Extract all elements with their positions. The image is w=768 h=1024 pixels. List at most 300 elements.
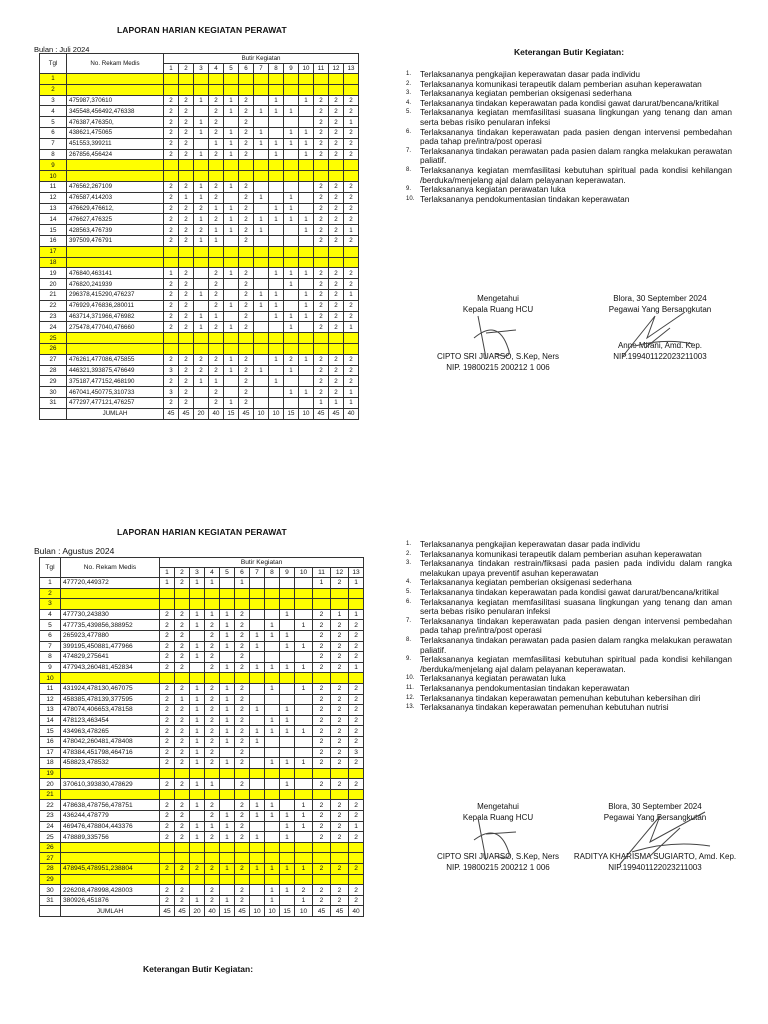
cell-butir-7	[254, 333, 269, 344]
cell-butir-7: 1	[250, 811, 265, 822]
cell-butir-4: 2	[205, 736, 220, 747]
cell-rekam-medis	[67, 171, 164, 182]
cell-tgl: 5	[40, 620, 61, 631]
keterangan-title: Keterangan Butir Kegiatan:	[514, 47, 625, 57]
cell-butir-6: 2	[235, 609, 250, 620]
cell-tgl: 5	[40, 117, 67, 128]
cell-butir-6: 2	[239, 225, 254, 236]
cell-butir-9: 1	[284, 192, 299, 203]
cell-butir-9: 1	[284, 268, 299, 279]
keterangan-list	[406, 540, 732, 713]
cell-butir-2: 2	[179, 225, 194, 236]
cell-butir-6: 2	[239, 387, 254, 398]
cell-butir-8	[269, 322, 284, 333]
cell-butir-10	[299, 74, 314, 85]
cell-butir-13: 2	[349, 779, 364, 790]
cell-butir-9: 1	[280, 779, 295, 790]
keterangan-number: 3.	[406, 90, 412, 97]
cell-butir-11: 2	[313, 779, 331, 790]
cell-butir-11: 2	[313, 747, 331, 758]
cell-butir-9: 1	[284, 127, 299, 138]
table-row	[40, 192, 359, 203]
cell-butir-8	[269, 192, 284, 203]
cell-butir-11: 2	[313, 683, 331, 694]
cell-butir-11	[314, 160, 329, 171]
total-butir-6: 45	[235, 906, 250, 917]
cell-tgl: 29	[40, 874, 61, 885]
cell-butir-2: 2	[179, 289, 194, 300]
cell-butir-12: 2	[329, 106, 344, 117]
cell-butir-13: 1	[349, 821, 364, 832]
cell-butir-1: 2	[164, 138, 179, 149]
cell-butir-6: 2	[239, 322, 254, 333]
cell-butir-6: 2	[239, 365, 254, 376]
table-row	[40, 620, 364, 631]
cell-butir-10: 1	[299, 225, 314, 236]
cell-butir-12: 2	[331, 736, 349, 747]
cell-butir-13: 2	[349, 694, 364, 705]
total-butir-4: 40	[209, 408, 224, 419]
cell-butir-5: 1	[224, 95, 239, 106]
cell-butir-7	[250, 747, 265, 758]
cell-butir-12: 2	[329, 181, 344, 192]
cell-butir-1: 2	[160, 864, 175, 875]
cell-butir-13: 1	[344, 289, 359, 300]
header-col-11: 11	[314, 64, 329, 74]
cell-butir-11: 2	[313, 864, 331, 875]
cell-butir-11: 1	[314, 397, 329, 408]
cell-butir-1: 2	[160, 705, 175, 716]
keterangan-item	[406, 655, 732, 674]
table-row	[40, 726, 364, 737]
cell-butir-1: 2	[164, 300, 179, 311]
cell-butir-5	[224, 289, 239, 300]
cell-butir-10: 1	[299, 354, 314, 365]
cell-butir-12: 2	[329, 268, 344, 279]
table-row	[40, 257, 359, 268]
keterangan-number: 4.	[406, 99, 412, 106]
cell-butir-4: 2	[209, 95, 224, 106]
table-row	[40, 365, 359, 376]
table-row	[40, 779, 364, 790]
cell-butir-8	[269, 333, 284, 344]
cell-butir-9: 1	[280, 811, 295, 822]
cell-rekam-medis: 370610,393830,478629	[61, 779, 160, 790]
cell-butir-11: 2	[313, 641, 331, 652]
header-col-2: 2	[175, 568, 190, 578]
cell-butir-5	[224, 333, 239, 344]
cell-butir-3: 1	[190, 694, 205, 705]
cell-rekam-medis	[61, 599, 160, 610]
cell-rekam-medis	[61, 874, 160, 885]
cell-butir-1: 2	[160, 758, 175, 769]
cell-butir-8	[265, 821, 280, 832]
cell-butir-7	[254, 84, 269, 95]
cell-butir-9	[284, 225, 299, 236]
cell-butir-7	[250, 874, 265, 885]
table-row	[40, 138, 359, 149]
cell-tgl: 15	[40, 726, 61, 737]
cell-butir-6	[239, 84, 254, 95]
cell-butir-10: 1	[295, 800, 313, 811]
cell-butir-2: 2	[175, 832, 190, 843]
cell-butir-5	[220, 789, 235, 800]
header-col-12: 12	[329, 64, 344, 74]
cell-butir-3	[190, 599, 205, 610]
cell-rekam-medis: 476629,476612,	[67, 203, 164, 214]
cell-butir-13: 2	[344, 376, 359, 387]
cell-butir-10: 1	[299, 268, 314, 279]
header-tgl: Tgl	[40, 558, 61, 578]
cell-rekam-medis: 467041,450775,310733	[67, 387, 164, 398]
cell-butir-12: 2	[329, 354, 344, 365]
cell-butir-6	[235, 789, 250, 800]
cell-butir-7: 1	[250, 800, 265, 811]
keterangan-number: 10.	[406, 675, 415, 682]
table-row	[40, 203, 359, 214]
table-row	[40, 343, 359, 354]
cell-tgl: 28	[40, 864, 61, 875]
cell-butir-5	[224, 84, 239, 95]
cell-rekam-medis: 428563,476739	[67, 225, 164, 236]
cell-butir-3	[194, 160, 209, 171]
cell-butir-12: 2	[331, 662, 349, 673]
cell-butir-4	[209, 343, 224, 354]
header-col-13: 13	[349, 568, 364, 578]
cell-tgl: 1	[40, 578, 61, 589]
cell-butir-3: 1	[194, 376, 209, 387]
cell-butir-5: 1	[220, 758, 235, 769]
cell-butir-7	[250, 620, 265, 631]
cell-butir-2: 2	[175, 779, 190, 790]
cell-butir-12	[329, 74, 344, 85]
cell-butir-2: 2	[175, 811, 190, 822]
cell-butir-6	[235, 842, 250, 853]
cell-butir-3	[190, 673, 205, 684]
cell-butir-13: 2	[344, 95, 359, 106]
keterangan-number: 9.	[406, 656, 412, 663]
cell-butir-4: 2	[209, 127, 224, 138]
cell-rekam-medis: 477297,477121,476257	[67, 397, 164, 408]
cell-butir-6	[235, 768, 250, 779]
keterangan-number: 4.	[406, 579, 412, 586]
cell-butir-2	[179, 246, 194, 257]
cell-butir-9	[280, 895, 295, 906]
cell-butir-5: 1	[220, 864, 235, 875]
cell-butir-13: 2	[349, 652, 364, 663]
cell-butir-9	[284, 84, 299, 95]
cell-butir-5	[220, 599, 235, 610]
table-row	[40, 354, 359, 365]
cell-butir-3: 1	[194, 95, 209, 106]
sig-left-line2: Kepala Ruang HCU	[462, 813, 534, 822]
table-row	[40, 715, 364, 726]
cell-butir-11: 2	[314, 354, 329, 365]
cell-butir-8: 1	[265, 662, 280, 673]
cell-butir-8: 1	[269, 95, 284, 106]
cell-butir-7	[254, 246, 269, 257]
cell-butir-2: 2	[179, 95, 194, 106]
cell-butir-12	[331, 599, 349, 610]
cell-butir-12: 2	[331, 620, 349, 631]
cell-butir-1: 2	[160, 895, 175, 906]
cell-butir-9: 1	[280, 821, 295, 832]
cell-butir-12: 2	[329, 376, 344, 387]
cell-butir-9	[280, 599, 295, 610]
cell-butir-10	[299, 322, 314, 333]
cell-rekam-medis: 296378,415290,476237	[67, 289, 164, 300]
cell-butir-9	[280, 588, 295, 599]
cell-butir-7: 1	[254, 192, 269, 203]
cell-butir-3: 1	[190, 652, 205, 663]
cell-tgl: 9	[40, 160, 67, 171]
cell-butir-8	[265, 736, 280, 747]
cell-butir-1: 2	[164, 397, 179, 408]
cell-tgl: 11	[40, 181, 67, 192]
cell-butir-5: 1	[224, 225, 239, 236]
report-agustus	[0, 512, 768, 982]
cell-butir-9: 1	[280, 885, 295, 896]
cell-butir-4: 1	[209, 138, 224, 149]
cell-butir-11: 2	[313, 758, 331, 769]
cell-butir-8	[269, 279, 284, 290]
cell-butir-7: 1	[250, 705, 265, 716]
cell-butir-6: 2	[235, 864, 250, 875]
cell-butir-4: 2	[209, 322, 224, 333]
cell-butir-1: 2	[160, 609, 175, 620]
cell-butir-8: 1	[269, 354, 284, 365]
cell-butir-4	[209, 171, 224, 182]
cell-tgl: 3	[40, 95, 67, 106]
table-row	[40, 864, 364, 875]
cell-butir-1	[160, 874, 175, 885]
cell-butir-10: 1	[295, 821, 313, 832]
cell-butir-7	[250, 694, 265, 705]
cell-butir-12	[329, 160, 344, 171]
signature-scribble-left	[468, 812, 528, 867]
cell-butir-8	[269, 127, 284, 138]
keterangan-item	[406, 108, 732, 127]
cell-rekam-medis: 478945,478951,238804	[61, 864, 160, 875]
cell-butir-8	[269, 235, 284, 246]
cell-butir-2: 2	[179, 300, 194, 311]
cell-butir-6: 2	[235, 832, 250, 843]
cell-butir-12: 2	[331, 694, 349, 705]
cell-butir-2	[179, 257, 194, 268]
cell-butir-12: 2	[329, 235, 344, 246]
cell-butir-7: 1	[250, 641, 265, 652]
cell-butir-7: 1	[250, 832, 265, 843]
cell-tgl: 12	[40, 694, 61, 705]
cell-butir-13: 2	[344, 365, 359, 376]
cell-butir-1: 2	[160, 885, 175, 896]
keterangan-text: Terlaksananya kegiatan memfasilitasi suasana lingkungan yang tenang dan aman serta bebas risiko penularan infeksi	[420, 596, 732, 617]
cell-butir-8	[265, 747, 280, 758]
cell-tgl: 10	[40, 673, 61, 684]
cell-butir-2: 2	[179, 149, 194, 160]
cell-butir-2	[179, 343, 194, 354]
cell-butir-5: 1	[220, 662, 235, 673]
cell-butir-3: 1	[190, 683, 205, 694]
cell-butir-11: 2	[314, 106, 329, 117]
cell-butir-12	[331, 588, 349, 599]
cell-butir-5: 1	[220, 620, 235, 631]
cell-butir-13: 2	[344, 214, 359, 225]
cell-butir-5	[224, 117, 239, 128]
cell-rekam-medis: 434963,478265	[61, 726, 160, 737]
cell-butir-5	[224, 376, 239, 387]
cell-butir-10: 1	[299, 214, 314, 225]
cell-rekam-medis: 477735,439856,388952	[61, 620, 160, 631]
cell-butir-12: 2	[331, 758, 349, 769]
cell-butir-1: 2	[160, 662, 175, 673]
cell-butir-8	[269, 343, 284, 354]
cell-rekam-medis	[61, 789, 160, 800]
cell-butir-1: 2	[160, 630, 175, 641]
keterangan-number: 12.	[406, 694, 415, 701]
cell-butir-4	[209, 74, 224, 85]
cell-butir-12: 2	[331, 726, 349, 737]
cell-tgl: 24	[40, 322, 67, 333]
cell-butir-6: 2	[235, 652, 250, 663]
cell-butir-2: 2	[179, 268, 194, 279]
table-row	[40, 641, 364, 652]
cell-tgl: 30	[40, 885, 61, 896]
cell-tgl: 27	[40, 853, 61, 864]
cell-butir-11: 2	[314, 127, 329, 138]
cell-butir-11	[313, 599, 331, 610]
cell-butir-6	[239, 246, 254, 257]
table-row	[40, 397, 359, 408]
header-col-6: 6	[239, 64, 254, 74]
cell-butir-5	[220, 885, 235, 896]
cell-butir-5	[220, 652, 235, 663]
header-butir: Butir Kegiatan	[164, 54, 359, 64]
table-row	[40, 821, 364, 832]
cell-butir-13	[344, 343, 359, 354]
cell-butir-10	[295, 747, 313, 758]
keterangan-text: Terlaksananya tindakan keperawatan pada kondisi gawat darurat/bencana/kritikal	[420, 97, 719, 108]
cell-butir-5	[224, 235, 239, 246]
cell-tgl: 1	[40, 74, 67, 85]
cell-butir-11: 1	[313, 578, 331, 589]
cell-butir-2: 2	[179, 235, 194, 246]
cell-butir-11: 2	[314, 376, 329, 387]
cell-butir-12: 2	[331, 578, 349, 589]
cell-butir-10	[295, 874, 313, 885]
cell-butir-8: 1	[269, 289, 284, 300]
header-col-2: 2	[179, 64, 194, 74]
cell-butir-5: 1	[224, 138, 239, 149]
total-butir-1: 45	[160, 906, 175, 917]
keterangan-text: Terlaksananya pengkajian keperawatan dasar pada individu	[420, 539, 641, 549]
cell-butir-10	[295, 652, 313, 663]
cell-butir-8	[269, 181, 284, 192]
cell-butir-7: 1	[254, 138, 269, 149]
cell-tgl: 23	[40, 311, 67, 322]
table-row	[40, 235, 359, 246]
cell-butir-2	[175, 768, 190, 779]
cell-butir-2: 2	[175, 578, 190, 589]
keterangan-item	[406, 703, 732, 713]
cell-butir-6: 2	[235, 683, 250, 694]
cell-rekam-medis	[67, 246, 164, 257]
cell-butir-3: 1	[194, 149, 209, 160]
cell-butir-12: 2	[331, 885, 349, 896]
cell-butir-1: 3	[164, 387, 179, 398]
cell-butir-4: 2	[209, 289, 224, 300]
activity-table	[39, 557, 364, 917]
cell-butir-2: 2	[175, 715, 190, 726]
total-butir-2: 45	[179, 408, 194, 419]
cell-butir-3	[190, 630, 205, 641]
cell-butir-10	[299, 160, 314, 171]
header-col-1: 1	[160, 568, 175, 578]
cell-butir-4	[205, 842, 220, 853]
cell-butir-3: 1	[194, 322, 209, 333]
total-empty	[40, 408, 67, 419]
report-month: Bulan : Agustus 2024	[34, 546, 115, 556]
cell-butir-11: 2	[313, 811, 331, 822]
cell-butir-13: 2	[349, 683, 364, 694]
cell-butir-1	[160, 853, 175, 864]
keterangan-text: Terlaksananya komunikasi terapeutik dalam pemberian asuhan keperawatan	[420, 548, 702, 559]
cell-butir-7	[250, 789, 265, 800]
cell-butir-11	[313, 673, 331, 684]
cell-butir-11: 2	[313, 832, 331, 843]
cell-butir-1: 3	[164, 365, 179, 376]
cell-tgl: 6	[40, 630, 61, 641]
cell-butir-1: 2	[160, 800, 175, 811]
cell-butir-4	[205, 874, 220, 885]
cell-butir-3: 1	[190, 641, 205, 652]
cell-butir-10	[299, 333, 314, 344]
cell-butir-9: 1	[280, 832, 295, 843]
table-row	[40, 578, 364, 589]
cell-tgl: 23	[40, 811, 61, 822]
cell-tgl: 17	[40, 747, 61, 758]
cell-butir-6: 2	[235, 705, 250, 716]
cell-butir-11: 2	[313, 652, 331, 663]
table-row	[40, 127, 359, 138]
cell-butir-8: 1	[265, 620, 280, 631]
cell-butir-5: 1	[220, 832, 235, 843]
cell-butir-4: 2	[205, 641, 220, 652]
cell-butir-11	[313, 789, 331, 800]
cell-butir-8	[265, 832, 280, 843]
cell-tgl: 21	[40, 289, 67, 300]
keterangan-number: 2.	[406, 550, 412, 557]
cell-butir-4: 2	[205, 705, 220, 716]
cell-butir-10	[295, 842, 313, 853]
cell-rekam-medis	[67, 160, 164, 171]
cell-butir-12: 2	[329, 149, 344, 160]
cell-butir-6	[235, 673, 250, 684]
cell-butir-10	[299, 235, 314, 246]
table-row	[40, 811, 364, 822]
cell-butir-13: 2	[349, 726, 364, 737]
total-butir-13: 40	[344, 408, 359, 419]
cell-butir-2: 2	[175, 652, 190, 663]
cell-butir-11: 2	[313, 662, 331, 673]
cell-butir-10	[295, 715, 313, 726]
cell-rekam-medis: 476587,414203	[67, 192, 164, 203]
cell-butir-4: 1	[209, 203, 224, 214]
cell-butir-1: 2	[164, 235, 179, 246]
keterangan-text: Terlaksananya kegiatan perawatan luka	[420, 184, 566, 195]
cell-butir-6	[239, 74, 254, 85]
cell-butir-7	[254, 354, 269, 365]
